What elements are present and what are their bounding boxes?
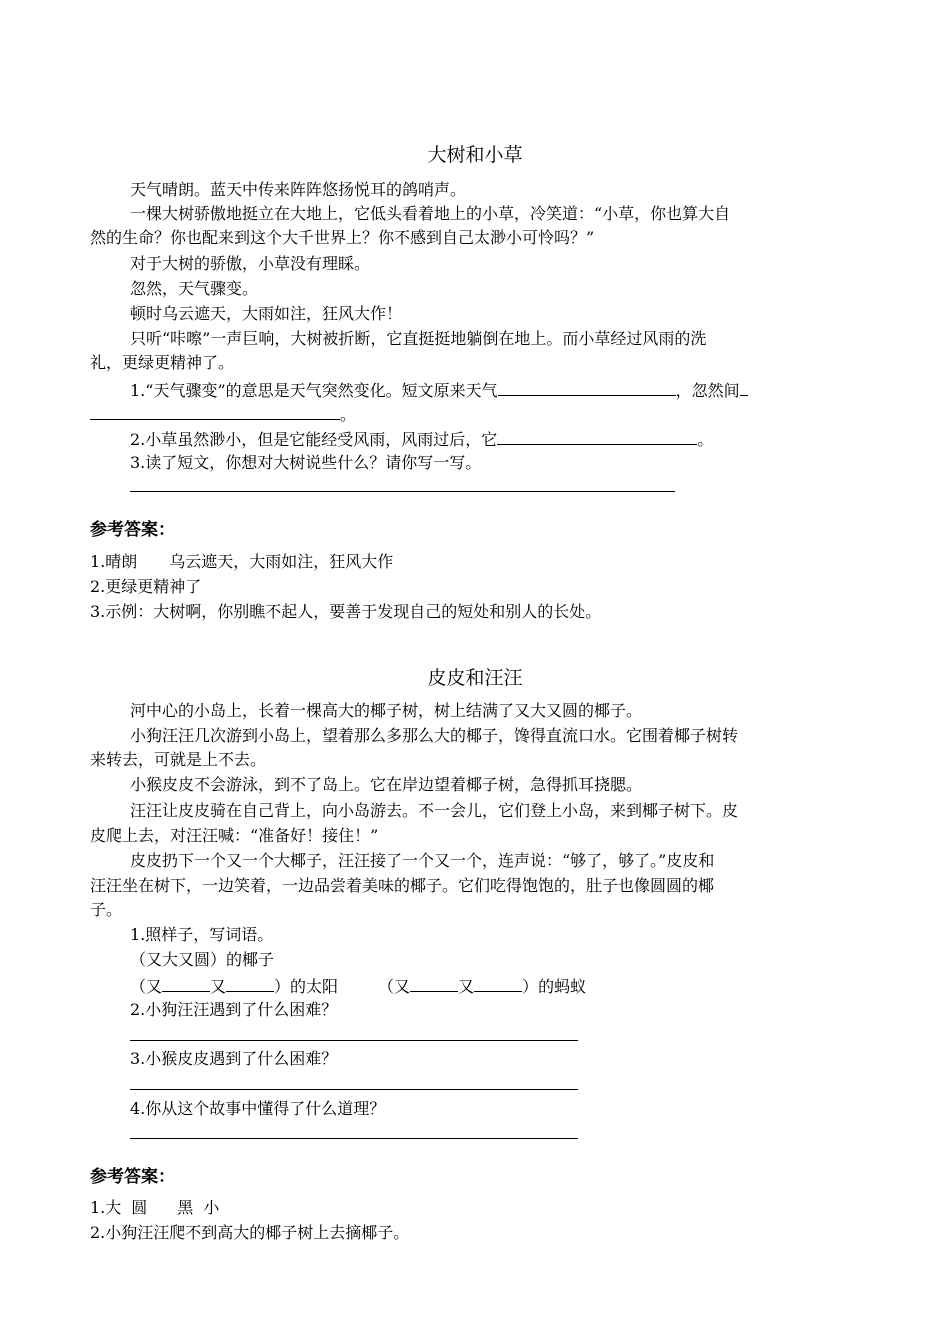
story2-title: 皮皮和汪汪: [427, 667, 523, 689]
answer-blank[interactable]: [226, 975, 274, 992]
answer-text: 1.晴朗: [90, 552, 138, 571]
story1-paragraph: 只听“咔嚓”一声巨响，大树被折断，它直挺挺地躺倒在地上。而小草经过风雨的洗: [130, 329, 707, 348]
story2-paragraph: 汪汪坐在树下，一边笑着，一边品尝着美味的椰子。它们吃得饱饱的，肚子也像圆圆的椰: [90, 876, 715, 895]
answers1-item: 2.更绿更精神了: [90, 577, 202, 596]
story2-question-1: 1.照样子，写词语。: [130, 925, 274, 944]
story2-paragraph: 皮爬上去，对汪汪喊：“准备好！接住！”: [90, 826, 379, 845]
story1-paragraph: 一棵大树骄傲地挺立在大地上，它低头看着地上的小草，冷笑道：“小草，你也算大自: [130, 204, 731, 223]
story2-paragraph: 皮皮扔下一个又一个大椰子，汪汪接了一个又一个，连声说：“够了，够了。”皮皮和: [130, 851, 715, 870]
answer-line[interactable]: [130, 1040, 578, 1041]
question-text: ，忽然间: [675, 381, 740, 400]
answer-line[interactable]: [130, 1089, 578, 1090]
question-text: （又: [130, 977, 163, 996]
story1-question-1-cont: [90, 403, 870, 425]
question-text: ）的蚂蚁: [522, 977, 587, 996]
story2-paragraph: 小猴皮皮不会游泳，到不了岛上。它在岸边望着椰子树，急得抓耳挠腮。: [130, 775, 643, 794]
answer-text: 小: [203, 1198, 220, 1217]
question-text: 。: [340, 405, 357, 424]
story2-paragraph: 子。: [90, 900, 123, 919]
answer-blank[interactable]: [498, 379, 676, 396]
question-text: 又: [458, 977, 475, 996]
story1-paragraph: 对于大树的骄傲，小草没有理睬。: [130, 254, 371, 273]
answer-line[interactable]: [130, 1138, 578, 1139]
answer-text: 1.大: [90, 1198, 122, 1217]
question-text: 又: [210, 977, 227, 996]
story1-title: 大树和小草: [427, 144, 523, 166]
story1-paragraph: 然的生命？你也配来到这个大千世界上？你不感到自己太渺小可怜吗？”: [90, 228, 595, 247]
answer-blank[interactable]: [162, 975, 210, 992]
answers1-heading: 参考答案：: [90, 520, 175, 540]
answer-blank[interactable]: [497, 428, 697, 445]
story1-question-1: [130, 379, 910, 401]
answer-blank[interactable]: [410, 975, 458, 992]
story1-question-2: [130, 428, 910, 450]
answer-text: 圆: [131, 1198, 148, 1217]
story2-question-2: 2.小狗汪汪遇到了什么困难？: [130, 1000, 338, 1019]
story2-paragraph: 来转去，可就是上不去。: [90, 750, 267, 769]
answer-blank[interactable]: [740, 379, 748, 396]
story2-paragraph: 河中心的小岛上，长着一棵高大的椰子树，树上结满了又大又圆的椰子。: [130, 701, 643, 720]
answer-line[interactable]: [130, 491, 675, 492]
answers2-item: 2.小狗汪汪爬不到高大的椰子树上去摘椰子。: [90, 1223, 410, 1242]
question-text: ）的太阳: [274, 977, 339, 996]
question-text: （又: [378, 977, 411, 996]
story2-paragraph: 小狗汪汪几次游到小岛上，望着那么多那么大的椰子，馋得直流口水。它围着椰子树转: [130, 726, 739, 745]
story2-question-3: 3.小猴皮皮遇到了什么困难？: [130, 1049, 338, 1068]
answer-text: 乌云遮天，大雨如注，狂风大作: [169, 552, 394, 571]
answers1-item: 3.示例：大树啊，你别瞧不起人，要善于发现自己的短处和别人的长处。: [90, 602, 602, 621]
story1-paragraph: 忽然，天气骤变。: [130, 279, 259, 298]
answers1-item: [90, 552, 870, 572]
story2-question-4: 4.你从这个故事中懂得了什么道理？: [130, 1099, 386, 1118]
story1-question-3: 3.读了短文，你想对大树说些什么？请你写一写。: [130, 453, 482, 472]
question-text: 2.小草虽然渺小，但是它能经受风雨，风雨过后，它: [130, 430, 498, 449]
story1-paragraph: 顿时乌云遮天，大雨如注，狂风大作！: [130, 304, 403, 323]
answer-text: 黑: [177, 1198, 194, 1217]
question-text: 1.“天气骤变”的意思是天气突然变化。短文原来天气: [130, 381, 498, 400]
story2-paragraph: 汪汪让皮皮骑在自己背上，向小岛游去。不一会儿，它们登上小岛，来到椰子树下。皮: [130, 801, 739, 820]
story2-question-1-items: [130, 975, 910, 997]
story1-paragraph: 天气晴朗。蓝天中传来阵阵悠扬悦耳的鸽哨声。: [130, 180, 467, 199]
question-text: 。: [697, 430, 714, 449]
answer-blank[interactable]: [474, 975, 522, 992]
answers2-heading: 参考答案：: [90, 1167, 175, 1187]
story1-paragraph: 礼，更绿更精神了。: [90, 353, 235, 372]
story2-question-1-example: （又大又圆）的椰子: [130, 950, 275, 969]
answers2-item: [90, 1198, 870, 1218]
answer-blank[interactable]: [90, 403, 340, 420]
